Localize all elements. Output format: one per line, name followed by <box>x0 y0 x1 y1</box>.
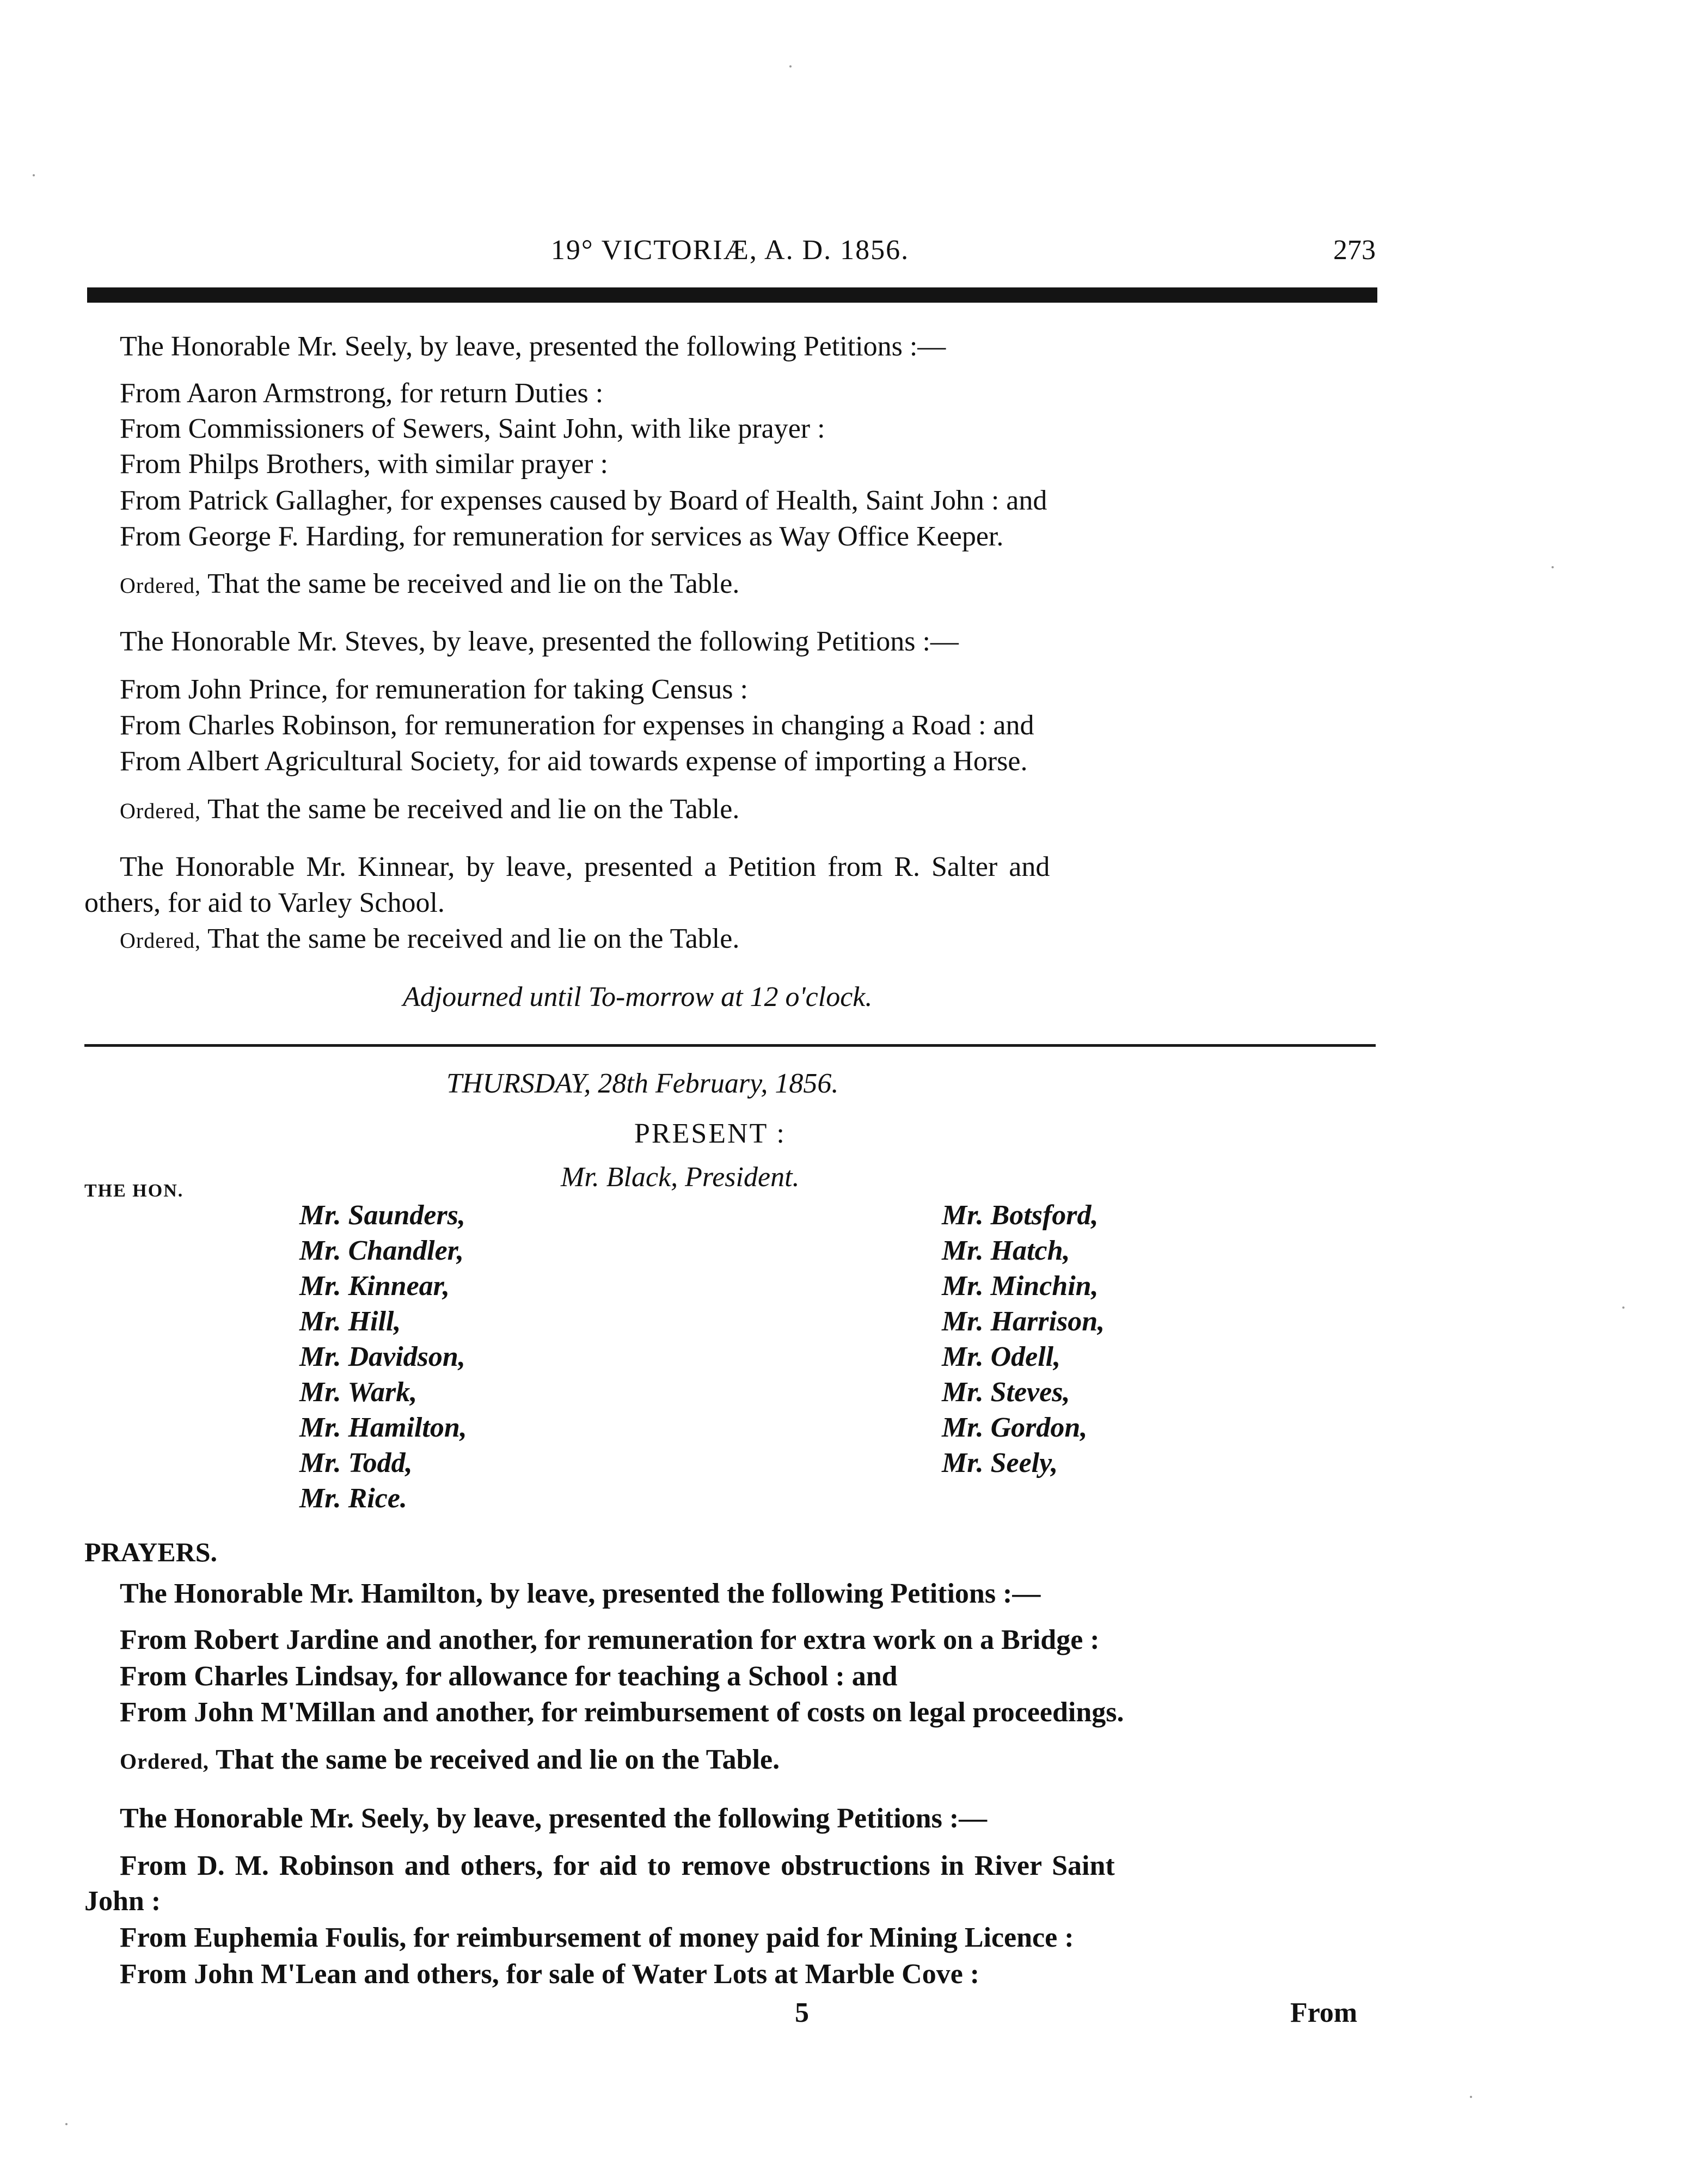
signature-mark: 5 <box>795 1997 809 2028</box>
header-rule <box>87 287 1377 303</box>
petition-item: From Philps Brothers, with similar prayer : <box>120 449 608 480</box>
member-name: Mr. Davidson, <box>299 1341 465 1372</box>
section-divider <box>84 1044 1376 1047</box>
petition-item: From Robert Jardine and another, for remuneration for extra work on a Bridge : <box>120 1624 1100 1655</box>
header-title: 19° VICTORIÆ, A. D. 1856. <box>550 235 910 266</box>
page-number: 273 <box>1333 235 1376 266</box>
ordered-text: That the same be received and lie on the Table. <box>201 923 740 954</box>
member-name: Mr. Hill, <box>299 1306 401 1337</box>
petition-item: From Charles Lindsay, for allowance for teaching a School : and <box>120 1661 898 1692</box>
member-name: Mr. Harrison, <box>942 1306 1105 1337</box>
petition-item: From John Prince, for remuneration for taking Census : <box>120 674 748 705</box>
ordered-line <box>120 1742 780 1780</box>
member-name: Mr. Saunders, <box>299 1200 465 1231</box>
scan-speck <box>1552 566 1554 568</box>
petition-item: From George F. Harding, for remuneration for services as Way Office Keeper. <box>120 521 1004 552</box>
ordered-word: Ordered, <box>120 928 201 953</box>
seely-petitions-intro-2: The Honorable Mr. Seely, by leave, presented the following Petitions :— <box>120 1803 988 1834</box>
ordered-text: That the same be received and lie on the Table. <box>209 1744 780 1775</box>
scan-speck <box>789 65 792 68</box>
ordered-word: Ordered, <box>120 573 201 598</box>
member-name: Mr. Rice. <box>299 1483 407 1514</box>
sitting-date <box>446 1066 838 1102</box>
present-heading: PRESENT : <box>634 1118 786 1149</box>
ordered-text: That the same be received and lie on the Table. <box>201 794 740 825</box>
member-name: Mr. Gordon, <box>942 1412 1088 1443</box>
member-name: Mr. Seely, <box>942 1447 1058 1479</box>
petition-item: From Euphemia Foulis, for reimbursement of money paid for Mining Licence : <box>120 1922 1074 1953</box>
petition-item: From Patrick Gallagher, for expenses caused by Board of Health, Saint John : and <box>120 485 1047 516</box>
scan-speck <box>33 174 35 176</box>
adjournment-note: Adjourned until To-morrow at 12 o'clock. <box>403 981 873 1013</box>
member-name: Mr. Chandler, <box>299 1235 464 1266</box>
the-hon-label: THE HON. <box>84 1181 184 1201</box>
petition-item: From John M'Lean and others, for sale of Water Lots at Marble Cove : <box>120 1959 980 1990</box>
member-name: Mr. Steves, <box>942 1377 1070 1408</box>
member-name: Mr. Todd, <box>299 1447 413 1479</box>
petition-item: From Charles Robinson, for remuneration for expenses in changing a Road : and <box>120 710 1034 741</box>
scan-speck <box>1622 1306 1624 1309</box>
member-name: Mr. Botsford, <box>942 1200 1099 1231</box>
ordered-text: That the same be received and lie on the Table. <box>201 568 740 599</box>
ordered-line <box>120 566 739 604</box>
hamilton-petitions-intro: The Honorable Mr. Hamilton, by leave, presented the following Petitions :— <box>120 1578 1041 1609</box>
scan-speck <box>1470 2096 1472 2098</box>
sitting-date-rest: 28th February, 1856. <box>591 1068 839 1099</box>
petition-item: From John M'Millan and another, for reimbursement of costs on legal proceedings. <box>120 1697 1124 1728</box>
petition-item: From Aaron Armstrong, for return Duties : <box>120 378 604 409</box>
scan-speck <box>65 2123 68 2125</box>
member-name: Mr. Hamilton, <box>299 1412 467 1443</box>
seely-petitions-intro: The Honorable Mr. Seely, by leave, presented the following Petitions :— <box>120 331 946 362</box>
president-line: Mr. Black, President. <box>561 1162 800 1193</box>
petition-item: From D. M. Robinson and others, for aid to remove obstructions in River Saint <box>120 1850 1115 1881</box>
petition-item: From Commissioners of Sewers, Saint John, with like prayer : <box>120 413 825 444</box>
members-right-column <box>942 1198 1105 1481</box>
prayers-heading: PRAYERS. <box>84 1537 218 1567</box>
kinnear-petition-line1: The Honorable Mr. Kinnear, by leave, presented a Petition from R. Salter and <box>120 851 1050 882</box>
ordered-word: Ordered, <box>120 799 201 823</box>
ordered-line <box>120 792 739 829</box>
sitting-day: THURSDAY, <box>446 1068 591 1099</box>
catchword: From <box>1290 1997 1358 2028</box>
member-name: Mr. Hatch, <box>942 1235 1070 1266</box>
petition-item-continued: John : <box>84 1886 161 1917</box>
member-name: Mr. Wark, <box>299 1377 418 1408</box>
member-name: Mr. Kinnear, <box>299 1271 450 1302</box>
member-name: Mr. Minchin, <box>942 1271 1099 1302</box>
members-left-column <box>299 1198 467 1516</box>
steves-petitions-intro: The Honorable Mr. Steves, by leave, presented the following Petitions :— <box>120 626 959 657</box>
member-name: Mr. Odell, <box>942 1341 1061 1372</box>
running-header <box>84 234 1376 278</box>
ordered-word: Ordered, <box>120 1749 209 1774</box>
petition-item: From Albert Agricultural Society, for aid towards expense of importing a Horse. <box>120 746 1028 777</box>
kinnear-petition-line2: others, for aid to Varley School. <box>84 887 445 918</box>
ordered-line <box>120 921 739 959</box>
